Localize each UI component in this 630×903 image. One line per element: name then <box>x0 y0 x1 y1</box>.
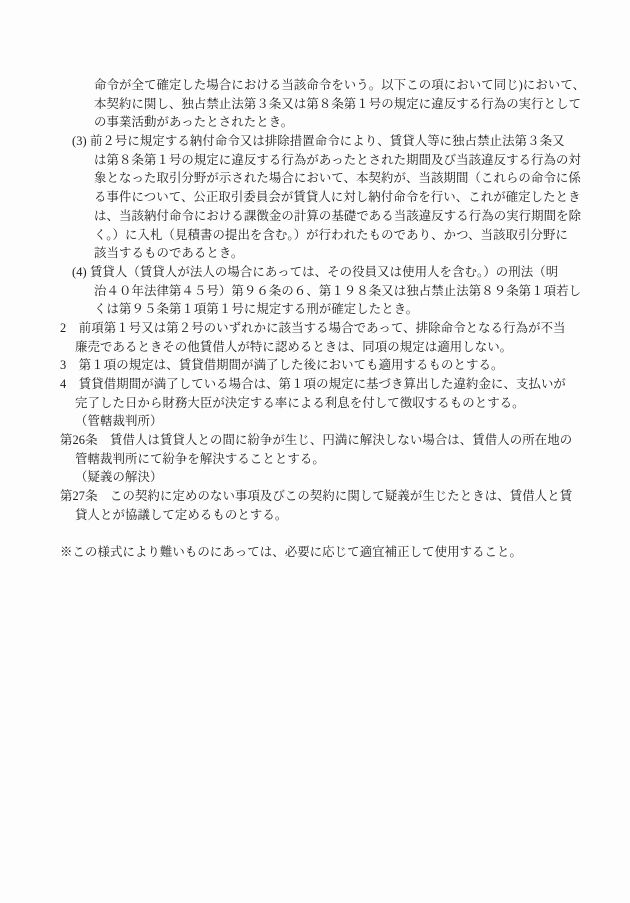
text-line: 該当するものであるとき。 <box>94 246 244 261</box>
paragraph-3-line: 3 第１項の規定は、賃貸借期間が満了した後においても適用するものとする。 <box>60 358 504 373</box>
section-heading-jurisdiction: （管轄裁判所） <box>75 414 163 429</box>
text-line: くは第９５条第１項第１号に規定する刑が確定したとき。 <box>94 302 419 317</box>
article-27-line: 第27条 この契約に定めのない事項及びこの契約に関して疑義が生じたときは、賃借人と賃 <box>60 489 573 504</box>
text-line: 廉売であるときその他賃借人が特に認めるときは、同項の規定は適用しない。 <box>75 339 513 354</box>
article-26-line: 第26条 賃借人は賃貸人との間に紛争が生じ、円満に解決しない場合は、賃借人の所在地の <box>60 433 573 448</box>
blank-line <box>60 525 576 544</box>
paragraph-2-line: 2 前項第１号又は第２号のいずれかに該当する場合であって、排除命令となる行為が不当 <box>60 320 566 335</box>
text-line: る事件について、公正取引委員会が賃貸人に対し納付命令を行い、これが確定したとき <box>94 190 581 205</box>
text-line: 完了した日から財務大臣が決定する率による利息を付して徴収するものとする。 <box>75 395 525 410</box>
text-line: は、当該納付命令における課徴金の計算の基礎である当該違反する行為の実行期間を除 <box>94 208 582 223</box>
paragraph-4-line: 4 賃貸借期間が満了している場合は、第１項の規定に基づき算出した違約金に、支払いが <box>60 377 566 391</box>
text-line: く。）に入札（見積書の提出を含む。）が行われたものであり、かつ、当該取引分野に <box>94 227 568 242</box>
section-heading-doubt-resolution: （疑義の解決） <box>75 470 163 485</box>
clause-item-4-line: (4) 賃貸人（賃貸人が法人の場合にあっては、その役員又は使用人を含む。）の刑法（明 <box>72 264 559 279</box>
clause-item-3-line: (3) 前２号に規定する納付命令又は排除措置命令により、賃貸人等に独占禁止法第３条又 <box>72 134 565 149</box>
text-line: の事業活動があったとされたとき。 <box>94 115 294 130</box>
text-line: は第８条第１号の規定に違反する行為があったとされた期間及び当該違反する行為の対 <box>94 152 582 167</box>
text-line: 管轄裁判所にて紛争を解決することとする。 <box>75 451 325 466</box>
text-line: 治４０年法律第４５号）第９６条の６、第１９８条又は独占禁止法第８９条第１項若し <box>94 283 582 298</box>
text-line: 命令が全て確定した場合における当該命令をいう。以下この項において同じ)において、 <box>94 78 586 92</box>
text-line: 貸人とが協議して定めるものとする。 <box>75 507 288 522</box>
text-line: 象となった取引分野が示された場合において、本契約が、当該期間（これらの命令に係 <box>94 171 581 186</box>
text-line: 本契約に関し、独占禁止法第３条又は第８条第１号の規定に違反する行為の実行として <box>94 96 582 111</box>
footnote-line: ※この様式により難いものにあっては、必要に応じて適宜補正して使用すること。 <box>60 545 523 560</box>
